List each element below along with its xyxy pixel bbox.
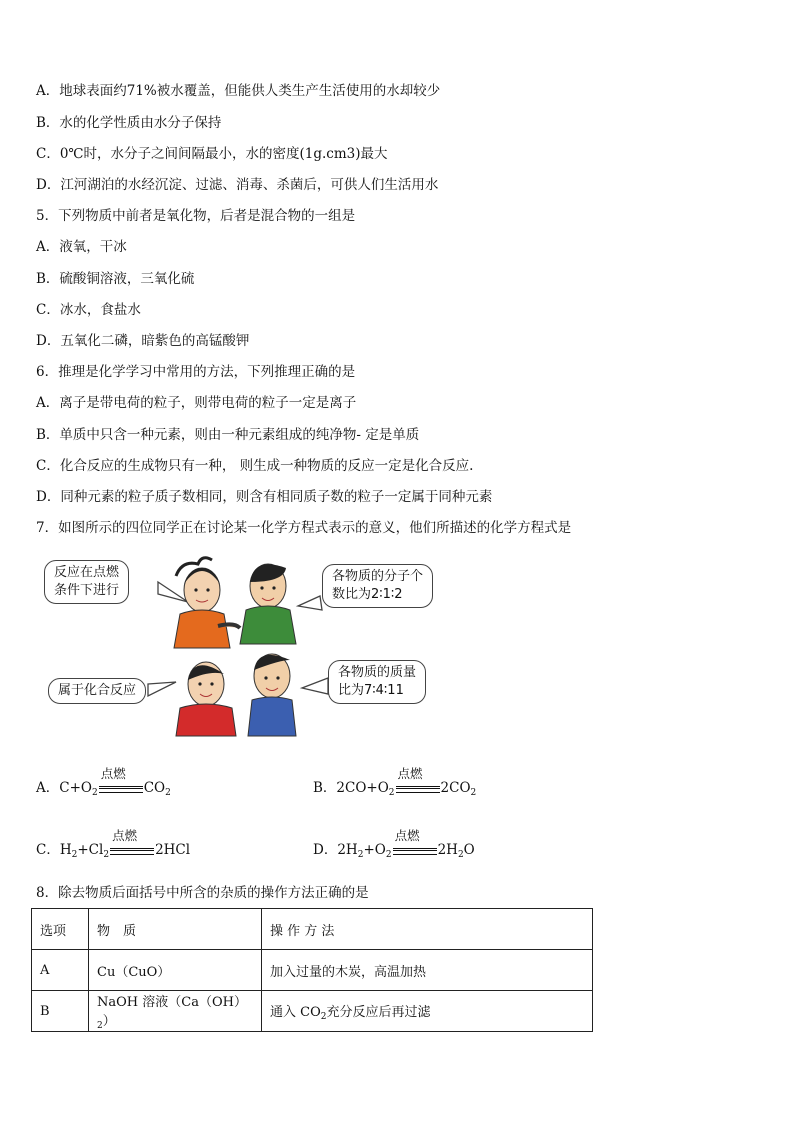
q7-option-d: D．$2H_2+O_2$ 点燃 $2H_2O$ — [313, 827, 475, 860]
bubble-mass-ratio: 各物质的质量 比为7∶4∶11 — [328, 660, 426, 704]
discussion-illustration — [40, 554, 450, 738]
girl-figure — [174, 558, 240, 648]
bubble-combination-reaction: 属于化合反应 — [48, 678, 146, 704]
table-cell-option: B — [32, 991, 89, 1032]
q4-option-b: B．水的化学性质由水分子保持 — [36, 115, 222, 131]
q5-option-d: D．五氧化二磷，暗紫色的高锰酸钾 — [36, 333, 250, 349]
table-header-cell: 操 作 方 法 — [262, 909, 593, 950]
table-cell-option: A — [32, 950, 89, 991]
table-cell-method: 通入 $CO_2$充分反应后再过滤 — [262, 991, 593, 1032]
q4-option-a: A．地球表面约71%被水覆盖，但能供人类生产生活使用的水却较少 — [36, 83, 441, 99]
man-blue-figure — [248, 654, 296, 736]
table-cell-substance: NaOH 溶液$(Ca(OH)_2)$ — [89, 991, 262, 1032]
reaction-arrow: 点燃 — [99, 782, 143, 796]
boy-red-figure — [176, 662, 236, 736]
q6-option-a: A．离子是带电荷的粒子，则带电荷的粒子一定是离子 — [36, 395, 357, 411]
q5-option-a: A．液氧，干冰 — [36, 239, 127, 255]
table-cell-substance: Cu（CuO） — [89, 950, 262, 991]
bubble-ignition-condition: 反应在点燃 条件下进行 — [44, 560, 129, 604]
q7-option-a: A．$C+O_2$ 点燃 $CO_2$ — [36, 765, 171, 798]
q5-option-b: B．硫酸铜溶液，三氧化硫 — [36, 271, 195, 287]
table-cell-method: 加入过量的木炭，高温加热 — [262, 950, 593, 991]
q5-stem: 5．下列物质中前者是氧化物，后者是混合物的一组是 — [36, 208, 356, 224]
q6-option-c: C．化合反应的生成物只有一种， 则生成一种物质的反应一定是化合反应. — [36, 458, 474, 474]
q6-stem: 6．推理是化学学习中常用的方法，下列推理正确的是 — [36, 364, 356, 380]
q4-option-d: D．江河湖泊的水经沉淀、过滤、消毒、杀菌后，可供人们生活用水 — [36, 177, 439, 193]
table-header-cell: 物 质 — [89, 909, 262, 950]
table-row — [32, 950, 593, 991]
q4-option-c: C．0℃时，水分子之间间隔最小，水的密度(1g.cm3)最大 — [36, 146, 388, 162]
table-header-row — [32, 909, 593, 950]
q6-option-b: B．单质中只含一种元素，则由一种元素组成的纯净物- 定是单质 — [36, 427, 420, 443]
q7-option-b: B．$2CO+O_2$ 点燃 $2CO_2$ — [313, 765, 477, 798]
reaction-arrow: 点燃 — [110, 844, 154, 858]
table-header-cell: 选项 — [32, 909, 89, 950]
q6-option-d: D．同种元素的粒子质子数相同，则含有相同质子数的粒子一定属于同种元素 — [36, 489, 493, 505]
table-row — [32, 991, 593, 1032]
q5-option-c: C．冰水，食盐水 — [36, 302, 141, 318]
boy-green-figure — [240, 564, 296, 644]
q7-stem: 7．如图所示的四位同学正在讨论某一化学方程式表示的意义，他们所描述的化学方程式是 — [36, 520, 572, 536]
q7-option-c: C．$H_2+Cl_2$ 点燃 2HCl — [36, 827, 191, 860]
q8-table — [31, 908, 593, 1032]
q8-stem: 8．除去物质后面括号中所含的杂质的操作方法正确的是 — [36, 885, 369, 901]
reaction-arrow: 点燃 — [393, 844, 437, 858]
bubble-molecule-ratio: 各物质的分子个 数比为2∶1∶2 — [322, 564, 433, 608]
reaction-arrow: 点燃 — [396, 782, 440, 796]
